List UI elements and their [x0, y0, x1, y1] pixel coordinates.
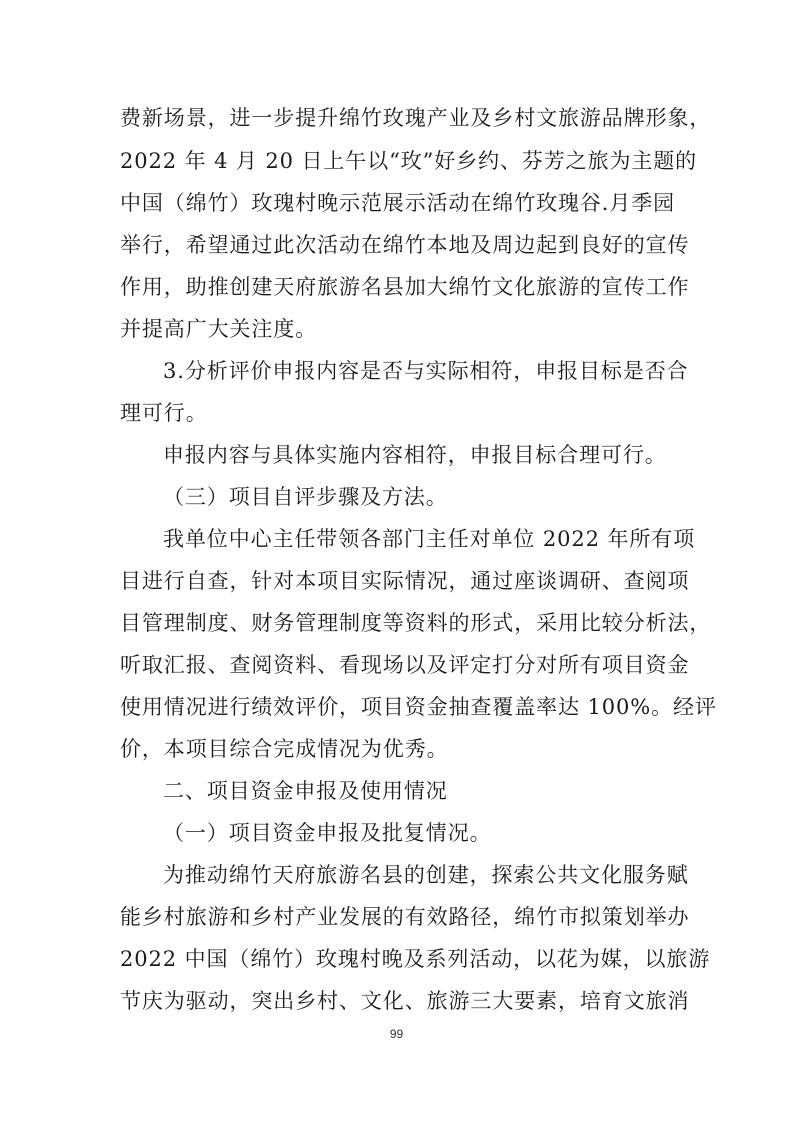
body-line: 申报内容与具体实施内容相符，申报目标合理可行。	[163, 443, 667, 467]
body-line: 使用情况进行绩效评价，项目资金抽查覆盖率达 100%。经评	[120, 695, 717, 719]
body-line: 作用，助推创建天府旅游名县加大绵竹文化旅游的宣传工作	[120, 275, 690, 299]
body-line: 中国（绵竹）玫瑰村晚示范展示活动在绵竹玫瑰谷.月季园	[120, 191, 676, 215]
section-heading: （三）项目自评步骤及方法。	[163, 485, 448, 509]
body-line: 2022 年 4 月 20 日上午以“玫”好乡约、芬芳之旅为主题的	[120, 149, 698, 173]
body-line: 能乡村旅游和乡村产业发展的有效路径，绵竹市拟策划举办	[120, 905, 690, 929]
body-line: 我单位中心主任带领各部门主任对单位 2022 年所有项	[163, 527, 696, 551]
body-line: 费新场景，进一步提升绵竹玫瑰产业及乡村文旅游品牌形象，	[120, 106, 712, 130]
body-line: 3.分析评价申报内容是否与实际相符，申报目标是否合	[163, 359, 689, 383]
body-line: 并提高广大关注度。	[120, 317, 318, 341]
section-heading: （一）项目资金申报及批复情况。	[163, 821, 492, 845]
body-line: 目管理制度、财务管理制度等资料的形式，采用比较分析法，	[120, 611, 712, 635]
body-line: 节庆为驱动，突出乡村、文化、旅游三大要素，培育文旅消	[120, 989, 690, 1013]
body-line: 为推动绵竹天府旅游名县的创建，探索公共文化服务赋	[163, 863, 689, 887]
body-line: 听取汇报、查阅资料、看现场以及评定打分对所有项目资金	[120, 653, 690, 677]
body-line: 2022 中国（绵竹）玫瑰村晚及系列活动，以花为媒，以旅游	[120, 947, 711, 971]
body-line: 理可行。	[120, 401, 208, 425]
body-line: 价，本项目综合完成情况为优秀。	[120, 737, 449, 761]
section-heading: 二、项目资金申报及使用情况	[163, 779, 448, 803]
body-line: 举行，希望通过此次活动在绵竹本地及周边起到良好的宣传	[120, 233, 690, 257]
body-line: 目进行自查，针对本项目实际情况，通过座谈调研、查阅项	[120, 569, 690, 593]
page-number: 99	[389, 1027, 404, 1041]
